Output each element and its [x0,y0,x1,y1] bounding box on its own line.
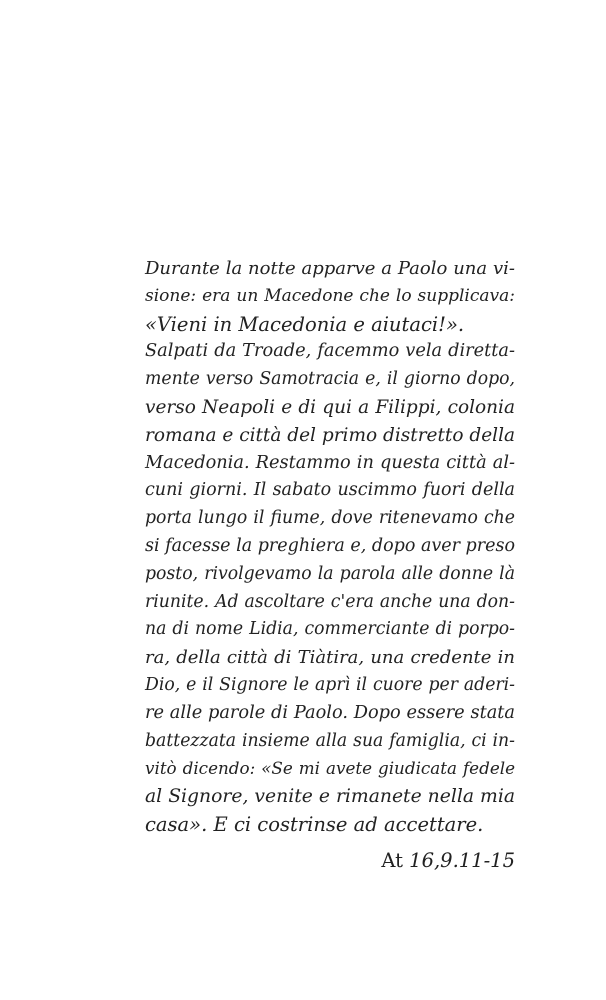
passage-line: verso Neapoli e di qui a Filippi, colonia [145,396,515,418]
passage-line: riunite. Ad ascoltare c'era anche una don- [145,591,515,612]
passage-line: battezzata insieme alla sua famiglia, ci in- [145,730,515,751]
passage-line: porta lungo il fiume, dove ritenevamo che [145,508,515,529]
passage-line: si facesse la preghiera e, dopo aver preso [145,535,515,556]
passage-line: Durante la notte apparve a Paolo una vi- [145,258,515,279]
passage-line: Dio, e il Signore le aprì il cuore per aderi- [145,674,515,695]
passage-line: Macedonia. Restammo in questa città al- [145,452,515,473]
scripture-passage [145,255,515,839]
passage-line: vitò dicendo: «Se mi avete giudicata fedele [145,758,515,779]
passage-line: al Signore, venite e rimanete nella mia [145,786,515,808]
passage-line: casa». E ci costrinse ad accettare. [145,812,484,836]
passage-line: sione: era un Macedone che lo supplicava: [145,285,515,306]
passage-line: cuni giorni. Il sabato uscimmo fuori della [145,480,515,501]
scripture-citation [381,849,515,872]
passage-line: na di nome Lidia, commerciante di porpo- [145,619,515,640]
passage-line: re alle parole di Paolo. Dopo essere stata [145,702,515,723]
passage-line: Salpati da Troade, facemmo vela diretta- [145,341,515,362]
passage-line: ra, della città di Tiàtira, una credente in [145,647,515,669]
citation-reference: 16,9.11-15 [409,849,515,872]
passage-line: «Vieni in Macedonia e aiutaci!». [145,312,465,336]
passage-line: posto, rivolgevamo la parola alle donne là [145,563,515,584]
passage-line: romana e città del primo distretto della [145,424,516,446]
citation-book: At [381,849,403,872]
passage-line: mente verso Samotracia e, il giorno dopo, [145,369,515,390]
